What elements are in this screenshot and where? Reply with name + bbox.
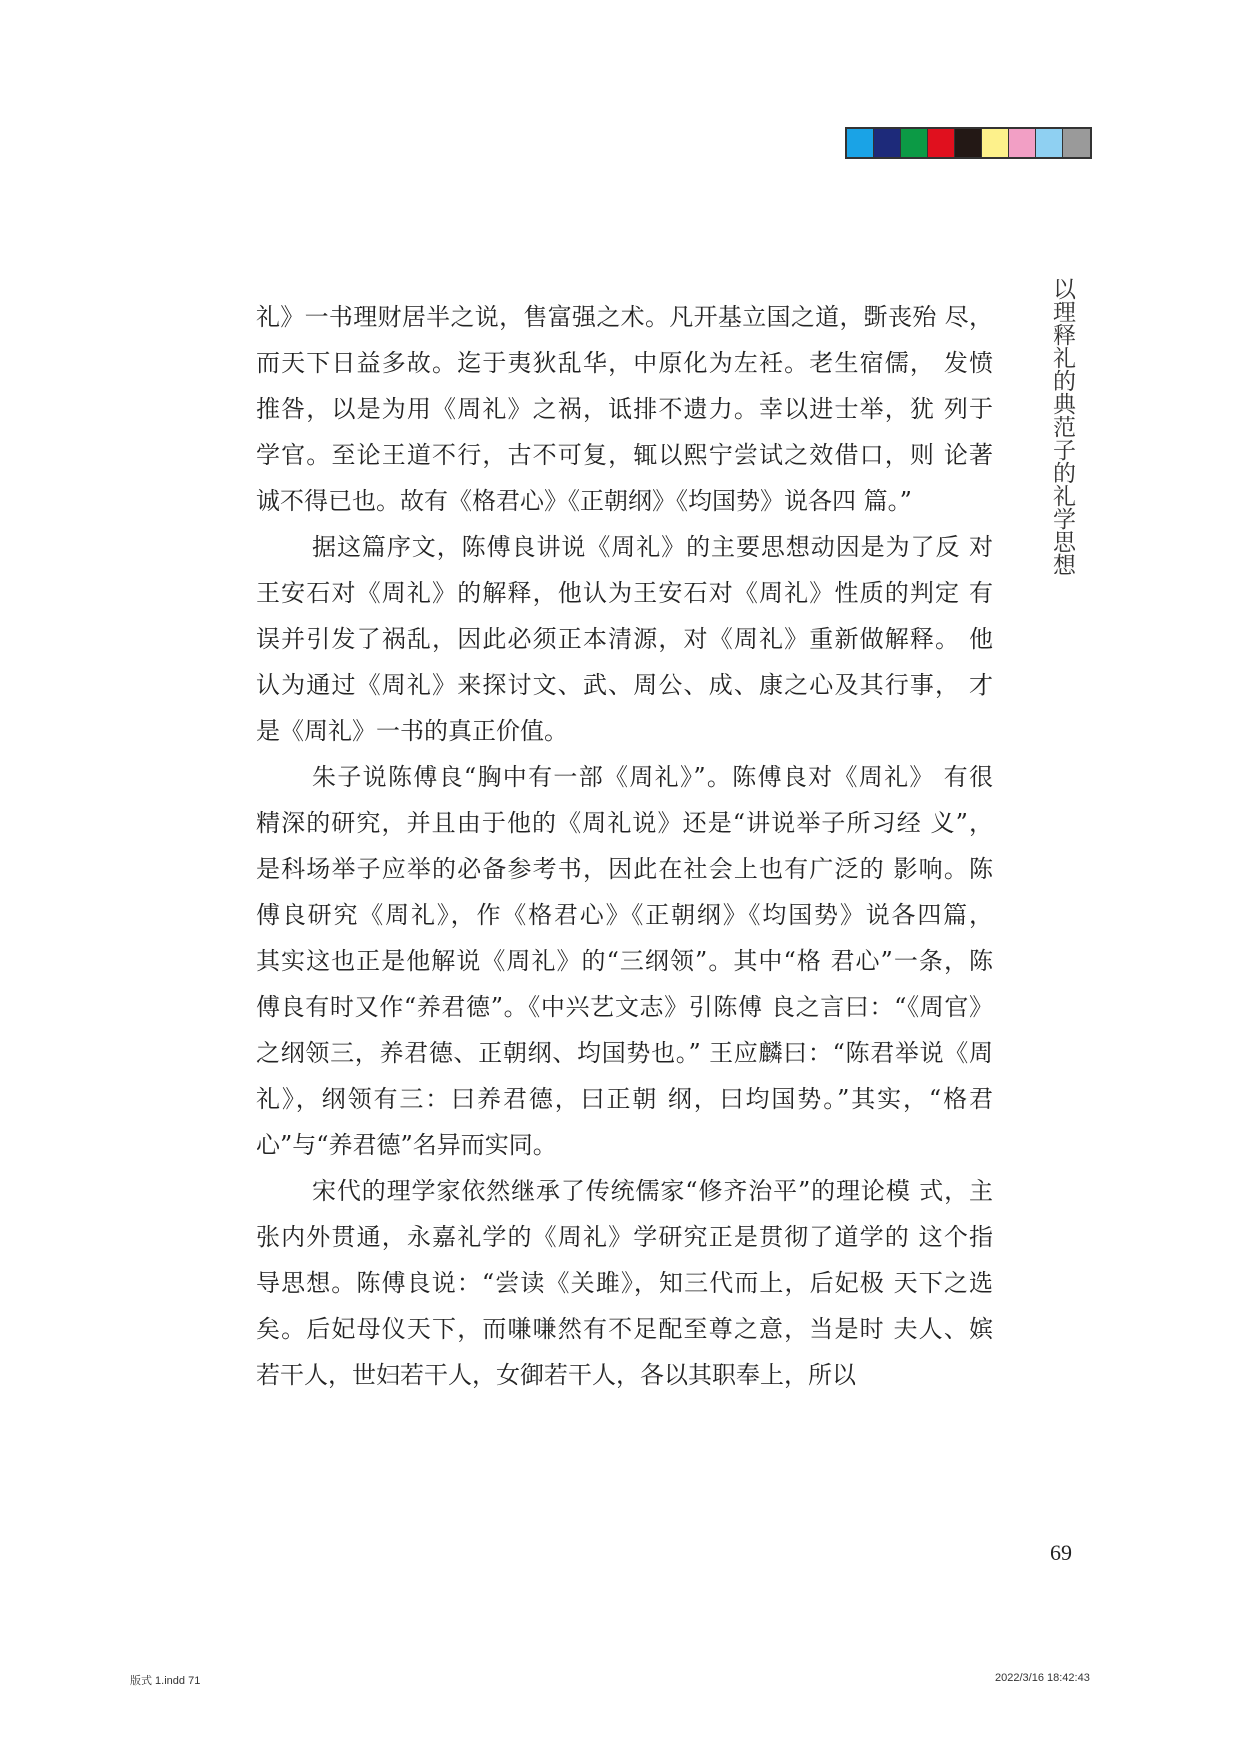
text-line: 导思想。陈傅良说：“尝读《关雎》，知三代而上，后妃极 天下之选 [256,1269,993,1297]
text-line: 而天下日益多故。迄于夷狄乱华，中原化为左衽。老生宿儒， 发愤 [256,349,993,377]
color-swatch [1009,129,1036,157]
color-swatch [847,129,874,157]
footer-file-info: 版式 1.indd 71 [130,1675,201,1687]
text-line: 精深的研究，并且由于他的《周礼说》还是“讲说举子所习经 义”， [256,809,993,837]
text-line: 据这篇序文，陈傅良讲说《周礼》的主要思想动因是为了反 对 [312,533,993,561]
paragraph [256,524,993,754]
text-line: 礼》，纲领有三：曰养君德，曰正朝 纲，曰均国势。”其实，“格君 [256,1085,993,1113]
color-swatch [928,129,955,157]
paragraph [256,1168,993,1398]
body-text [256,294,993,1398]
running-head-title: 以理释礼的典范子的礼学思想 [1049,277,1075,576]
text-line: 心”与“养君德”名异而实同。 [256,1131,557,1159]
text-line: 之纲领三，养君德、正朝纲、均国势也。” 王应麟曰：“陈君举说《周 [256,1039,993,1067]
text-line: 推咎，以是为用《周礼》之祸，诋排不遗力。幸以进士举，犹 列于 [256,395,993,423]
color-swatch [901,129,928,157]
color-registration-bar [845,127,1092,159]
text-line: 认为通过《周礼》来探讨文、武、周公、成、康之心及其行事， 才 [256,671,993,699]
text-line: 误并引发了祸乱，因此必须正本清源，对《周礼》重新做解释。 他 [256,625,993,653]
footer-timestamp: 2022/3/16 18:42:43 [995,1672,1090,1684]
text-line: 诚不得已也。故有《格君心》《正朝纲》《均国势》说各四 篇。” [256,487,912,515]
text-line: 朱子说陈傅良“胸中有一部《周礼》”。陈傅良对《周礼》 有很 [312,763,993,791]
color-swatch [874,129,901,157]
text-line: 王安石对《周礼》的解释，他认为王安石对《周礼》性质的判定 有 [256,579,993,607]
text-line: 宋代的理学家依然继承了传统儒家“修齐治平”的理论模 式，主 [312,1177,993,1205]
text-line: 学官。至论王道不行，古不可复，辄以熙宁尝试之效借口，则 论著 [256,441,993,469]
paragraph [256,754,993,1168]
text-line: 若干人，世妇若干人，女御若干人，各以其职奉上，所以 [256,1361,856,1389]
text-line: 是科场举子应举的必备参考书，因此在社会上也有广泛的 影响。陈 [256,855,993,883]
text-line: 傅良有时又作“养君德”。《中兴艺文志》引陈傅 良之言曰：“《周官》 [256,993,993,1021]
page-number: 69 [1050,1540,1072,1565]
color-swatch [955,129,982,157]
text-line: 张内外贯通，永嘉礼学的《周礼》学研究正是贯彻了道学的 这个指 [256,1223,993,1251]
color-swatch [1036,129,1063,157]
color-swatch [1063,129,1090,157]
text-line: 傅良研究《周礼》，作《格君心》《正朝纲》《均国势》说各四篇， [256,901,993,929]
paragraph [256,294,993,524]
text-line: 礼》一书理财居半之说，售富强之术。凡开基立国之道，斲丧殆 尽， [256,303,993,331]
text-line: 其实这也正是他解说《周礼》的“三纲领”。其中“格 君心”一条，陈 [256,947,993,975]
text-line: 矣。后妃母仪天下，而嗛嗛然有不足配至尊之意，当是时 夫人、嫔 [256,1315,993,1343]
color-swatch [982,129,1009,157]
text-line: 是《周礼》一书的真正价值。 [256,717,568,745]
